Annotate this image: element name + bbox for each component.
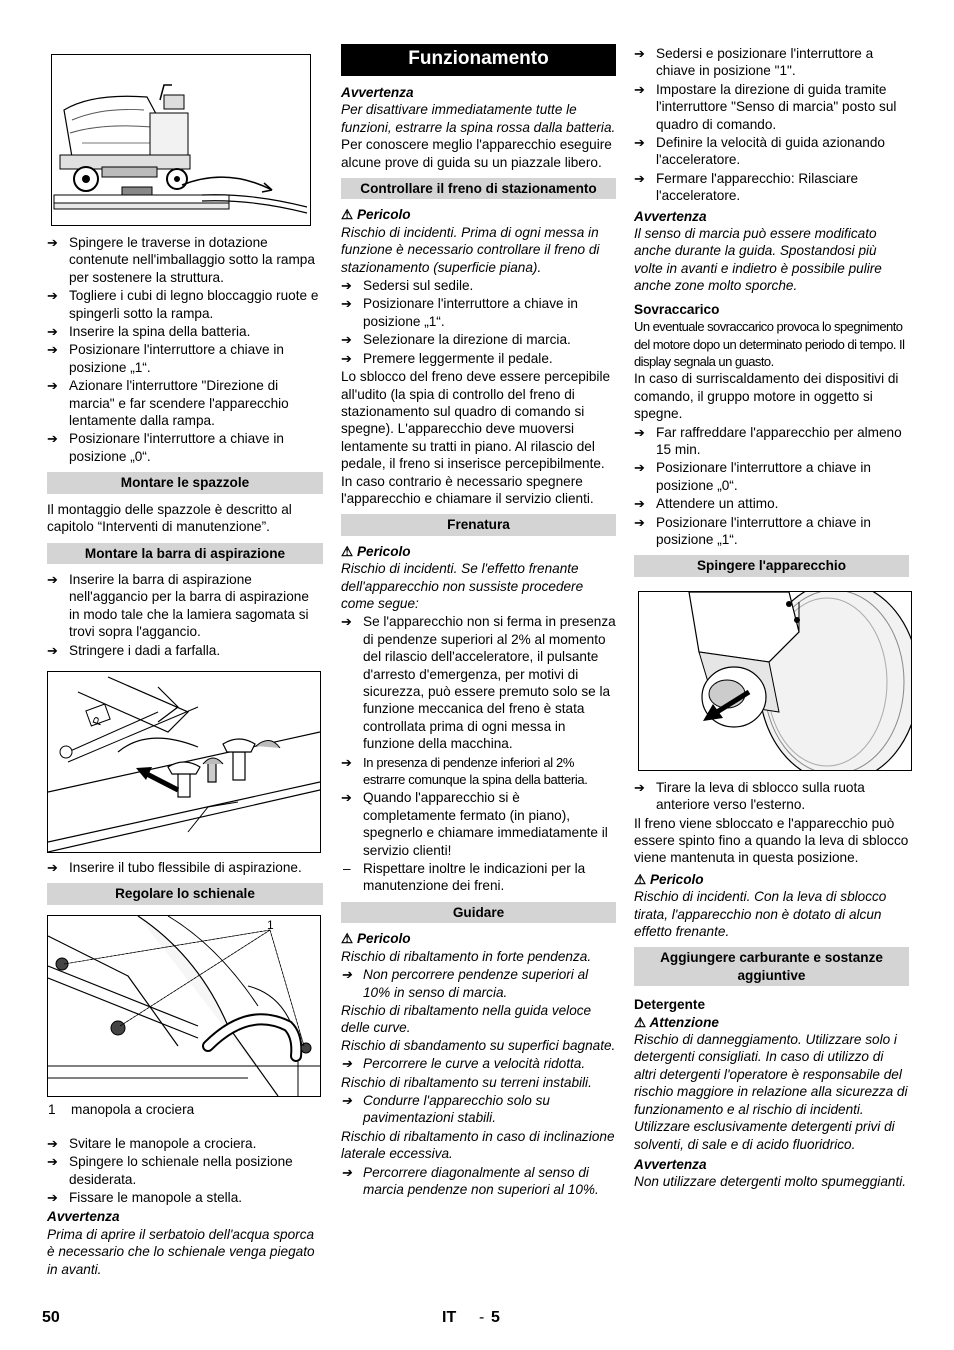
intro-text: Per conoscere meglio l'apparecchio eseguire alcune prove di guida su un piazzale libero. — [341, 137, 612, 170]
sovraccarico-text: Un eventuale sovraccarico provoca lo spegnimento del motore dopo un determinato periodo di tempo. Il display segnala un guasto. — [634, 319, 905, 369]
note-label: Avvertenza — [634, 1156, 707, 1172]
language-code: IT — [442, 1309, 457, 1326]
seat-figure — [47, 915, 321, 1097]
caution-text-2: Utilizzare esclusivamente detergenti privi di solventi, di sale e di acido fluoridrico. — [634, 1119, 895, 1152]
note-text: Per disattivare immediatamente tutte le funzioni, estrarre la spina rossa dalla batteria. — [341, 102, 616, 135]
ramp-bullets — [47, 234, 323, 465]
list-item: ➔ Posizionare l'interruttore a chiave in posizione „1“. — [47, 342, 284, 375]
list-item: ➔ Svitare le manopole a crociera. — [47, 1135, 257, 1151]
section-heading-barra: Montare la barra di aspirazione — [47, 543, 323, 564]
list-item: ➔ Premere leggermente il pedale. — [341, 350, 553, 366]
arrow-right-icon: ➔ — [341, 754, 352, 770]
arrow-right-icon: ➔ — [47, 324, 58, 340]
arrow-right-icon: ➔ — [47, 342, 58, 358]
squeegee-figure — [47, 671, 321, 853]
seat-bullets — [47, 1135, 323, 1207]
warning-triangle-icon: ⚠ — [634, 1014, 647, 1030]
arrow-right-icon: ➔ — [341, 350, 352, 366]
arrow-right-icon: ➔ — [634, 460, 645, 476]
arrow-right-icon: ➔ — [47, 288, 58, 304]
arrow-right-icon: ➔ — [341, 296, 352, 312]
arrow-right-icon: ➔ — [634, 81, 645, 97]
list-item: ➔ Selezionare la direzione di marcia. — [341, 332, 571, 348]
warning-triangle-icon: ⚠ — [634, 871, 647, 887]
arrow-right-icon: ➔ — [341, 1092, 352, 1108]
figure-legend — [47, 1101, 323, 1119]
list-item: ➔ Posizionare l'interruttore a chiave in posizione „1“. — [341, 296, 578, 329]
arrow-right-icon: ➔ — [634, 46, 645, 61]
section-heading-spingere: Spingere l'apparecchio — [634, 555, 909, 576]
list-item: ➔ Stringere i dadi a farfalla. — [47, 642, 221, 658]
list-item: ➔ Posizionare l'interruttore a chiave in posizione „0“. — [634, 460, 871, 493]
arrow-right-icon: ➔ — [634, 135, 645, 151]
list-item: – Rispettare inoltre le indicazioni per la manutenzione dei freni. — [343, 861, 586, 894]
spazzole-text: Il montaggio delle spazzole è descritto al capitolo “Interventi di manutenzione”. — [47, 501, 292, 535]
arrow-right-icon: ➔ — [634, 779, 645, 795]
page-number: 50 — [42, 1309, 60, 1326]
list-item: ➔ Azionare l'interruttore "Direzione di marcia" e far scendere l'apparecchio lentamente dalla rampa. — [47, 378, 289, 429]
arrow-right-icon: ➔ — [47, 571, 58, 587]
danger-text: Rischio di sbandamento su superfici bagnate. — [341, 1037, 616, 1053]
list-item: ➔ Fissare le manopole a stella. — [47, 1189, 243, 1205]
seat-illustration — [48, 916, 320, 1096]
list-item: ➔ Fermare l'apparecchio: Rilasciare l'acceleratore. — [634, 170, 859, 204]
caution-text: Rischio di danneggiamento. Utilizzare solo i detergenti consigliati. In caso di utilizzo di altri detergenti l'operatore è responsabile del rischio maggiore in relazione alla sicurezza di funzionamento e al rischio di incidenti. — [634, 1032, 908, 1117]
danger-text: Rischio di ribaltamento su terreni instabili. — [341, 1074, 592, 1090]
chapter-title: Funzionamento — [341, 44, 616, 76]
column-middle — [341, 44, 616, 1199]
danger-text: Rischio di ribaltamento in forte pendenza. — [341, 948, 592, 964]
note-label: Avvertenza — [47, 1209, 120, 1225]
footer-dash: - — [479, 1309, 485, 1326]
list-item: ➔ Spingere le traverse in dotazione contenute nell'imballaggio sotto la rampa per sostenere la struttura. — [47, 235, 315, 285]
arrow-right-icon: ➔ — [341, 1056, 352, 1072]
arrow-right-icon: ➔ — [47, 1135, 58, 1151]
list-item: ➔ Definire la velocità di guida azionando l'acceleratore. — [634, 135, 885, 168]
list-item: ➔ Inserire il tubo flessibile di aspirazione. — [47, 859, 302, 875]
list-item: ➔ Impostare la direzione di guida tramite l'interruttore "Senso di marcia" posto sul quadro di comando. — [634, 81, 897, 132]
list-item: ➔ Tirare la leva di sblocco sulla ruota anteriore verso l'esterno. — [634, 779, 865, 813]
arrow-right-icon: ➔ — [634, 424, 645, 440]
list-item: ➔ Posizionare l'interruttore a chiave in posizione „0“. — [47, 431, 284, 464]
list-item: ➔ Togliere i cubi di legno bloccaggio ruote e spingerli sotto la rampa. — [47, 288, 319, 321]
danger-text: Rischio di incidenti. Con la leva di sblocco tirata, l'apparecchio non è dotato di alcun effetto frenante. — [634, 889, 887, 940]
arrow-right-icon: ➔ — [47, 235, 58, 250]
warning-triangle-icon: ⚠ — [341, 931, 354, 947]
arrow-right-icon: ➔ — [341, 1164, 352, 1180]
wheel-figure — [638, 591, 912, 771]
danger-text: Rischio di incidenti. Se l'effetto frenante dell'apparecchio non sussiste procedere come segue: — [341, 561, 584, 611]
list-item: ➔ Sedersi sul sedile. — [341, 278, 474, 294]
arrow-right-icon: ➔ — [47, 859, 58, 875]
danger-label: ⚠ Pericolo — [341, 931, 411, 947]
column-left — [47, 44, 323, 1278]
section-heading-guidare: Guidare — [341, 902, 616, 923]
arrow-right-icon: ➔ — [341, 790, 352, 806]
list-item: ➔ Non percorrere pendenze superiori al 10% in senso di marcia. — [341, 967, 589, 1000]
list-item: ➔ Attendere un attimo. — [634, 496, 779, 512]
note-text: Prima di aprire il serbatoio dell'acqua sporca è necessario che lo schienale venga piegato in avanti. — [47, 1226, 315, 1277]
scrubber-ramp-illustration — [52, 55, 310, 225]
list-item: ➔ Posizionare l'interruttore a chiave in posizione „1“. — [634, 514, 871, 547]
list-item: ➔ Inserire la barra di aspirazione nell'aggancio per la barra di aspirazione in modo tale che la lamiera sagomata si trovi sopra l'aggancio. — [47, 571, 309, 640]
arrow-right-icon: ➔ — [341, 614, 352, 630]
figure-callout: 1 — [267, 917, 274, 932]
note-label: Avvertenza — [341, 85, 414, 100]
subheading-detergente: Detergente — [634, 997, 706, 1013]
list-item: ➔ Percorrere le curve a velocità ridotta. — [341, 1056, 586, 1072]
arrow-right-icon: ➔ — [47, 642, 58, 658]
section-heading-frenatura: Frenatura — [341, 514, 616, 535]
legend-text: manopola a crociera — [71, 1101, 195, 1117]
arrow-right-icon: ➔ — [341, 332, 352, 348]
danger-label: ⚠ Pericolo — [634, 871, 704, 887]
column-right — [634, 44, 909, 1191]
danger-text: Rischio di incidenti. Prima di ogni messa in funzione è necessario controllare il freno di stazionamento (superficie piana). — [341, 224, 600, 275]
list-item: ➔ Percorrere diagonalmente al senso di marcia pendenze non superiori al 10%. — [341, 1164, 599, 1197]
note-text: Non utilizzare detergenti molto spumeggianti. — [634, 1174, 907, 1190]
arrow-right-icon: ➔ — [47, 1189, 58, 1205]
warning-triangle-icon: ⚠ — [341, 207, 354, 223]
svg-text:P: P — [89, 714, 106, 728]
sovraccarico-text-2: In caso di surriscaldamento dei dispositivi di comando, il gruppo motore in oggetto si spegne. — [634, 371, 899, 422]
section-heading-freno: Controllare il freno di stazionamento — [341, 178, 616, 199]
danger-label: ⚠ Pericolo — [341, 207, 411, 223]
list-item: ➔ Spingere lo schienale nella posizione desiderata. — [47, 1154, 293, 1187]
arrow-right-icon: ➔ — [634, 496, 645, 512]
caution-label: ⚠ Attenzione — [634, 1014, 719, 1030]
note-label: Avvertenza — [634, 208, 707, 224]
list-item: ➔ Far raffreddare l'apparecchio per almeno 15 min. — [634, 424, 902, 457]
section-number: 5 — [491, 1309, 500, 1326]
arrow-right-icon: ➔ — [341, 967, 352, 983]
list-item: ➔ Inserire la spina della batteria. — [47, 324, 251, 340]
arrow-right-icon: ➔ — [47, 431, 58, 447]
wheel-release-illustration — [639, 592, 911, 770]
arrow-right-icon: ➔ — [634, 514, 645, 530]
spingere-text: Il freno viene sbloccato e l'apparecchio può essere spinto fino a quando la leva di sblocco viene mantenuta in questa posizione. — [634, 815, 909, 866]
freno-text: Lo sblocco del freno deve essere percepibile all'udito (la spia di controllo del freno di stazionamento sul quadro di comando si spegne). L'apparecchio deve muoversi lentamente su tratti in piano. Al rilascio del pedale, il freno si inserisce percepibilmente. In caso contrario è necessario spegnere l'apparecchio e chiamare il servizio clienti. — [341, 369, 611, 506]
arrow-right-icon: ➔ — [634, 170, 645, 186]
danger-label: ⚠ Pericolo — [341, 543, 411, 559]
list-item: ➔ Quando l'apparecchio si è completamente fermato (in piano), spegnerlo e chiamare immediatamente il servizio clienti! — [341, 790, 608, 858]
note-text: Il senso di marcia può essere modificato anche durante la guida. Spostandosi più volte in avanti e indietro è possibile pulire anche zone molto sporche. — [634, 226, 882, 294]
squeegee-illustration — [48, 672, 320, 852]
arrow-right-icon: ➔ — [341, 278, 352, 294]
section-heading-carburante: Aggiungere carburante e sostanze aggiuntive — [634, 947, 909, 986]
subheading-sovraccarico: Sovraccarico — [634, 301, 720, 317]
list-item: ➔ Se l'apparecchio non si ferma in presenza di pendenze superiori al 2% al momento del rilascio dell'acceleratore, il pulsante d'arresto d'emergenza, per motivi di sicurezza, può essere premuto solo se la funzione meccanica del freno è stata controllata prima di ogni messa in funzione della macchina. — [341, 614, 616, 752]
section-heading-spazzole: Montare le spazzole — [47, 472, 323, 493]
ramp-figure — [51, 54, 311, 226]
arrow-right-icon: ➔ — [47, 1154, 58, 1170]
danger-text: Rischio di ribaltamento in caso di inclinazione laterale eccessiva. — [341, 1128, 615, 1162]
danger-text: Rischio di ribaltamento nella guida veloce delle curve. — [341, 1002, 592, 1036]
arrow-right-icon: ➔ — [47, 378, 58, 394]
warning-triangle-icon: ⚠ — [341, 543, 354, 559]
list-item: ➔ Sedersi e posizionare l'interruttore a chiave in posizione "1". — [634, 46, 874, 79]
legend-number: 1 — [48, 1101, 56, 1117]
list-item: ➔ Condurre l'apparecchio solo su pavimentazioni stabili. — [341, 1092, 550, 1126]
list-item: ➔ In presenza di pendenze inferiori al 2% estrarre comunque la spina della batteria. — [341, 754, 588, 788]
section-heading-schienale: Regolare lo schienale — [47, 883, 323, 904]
